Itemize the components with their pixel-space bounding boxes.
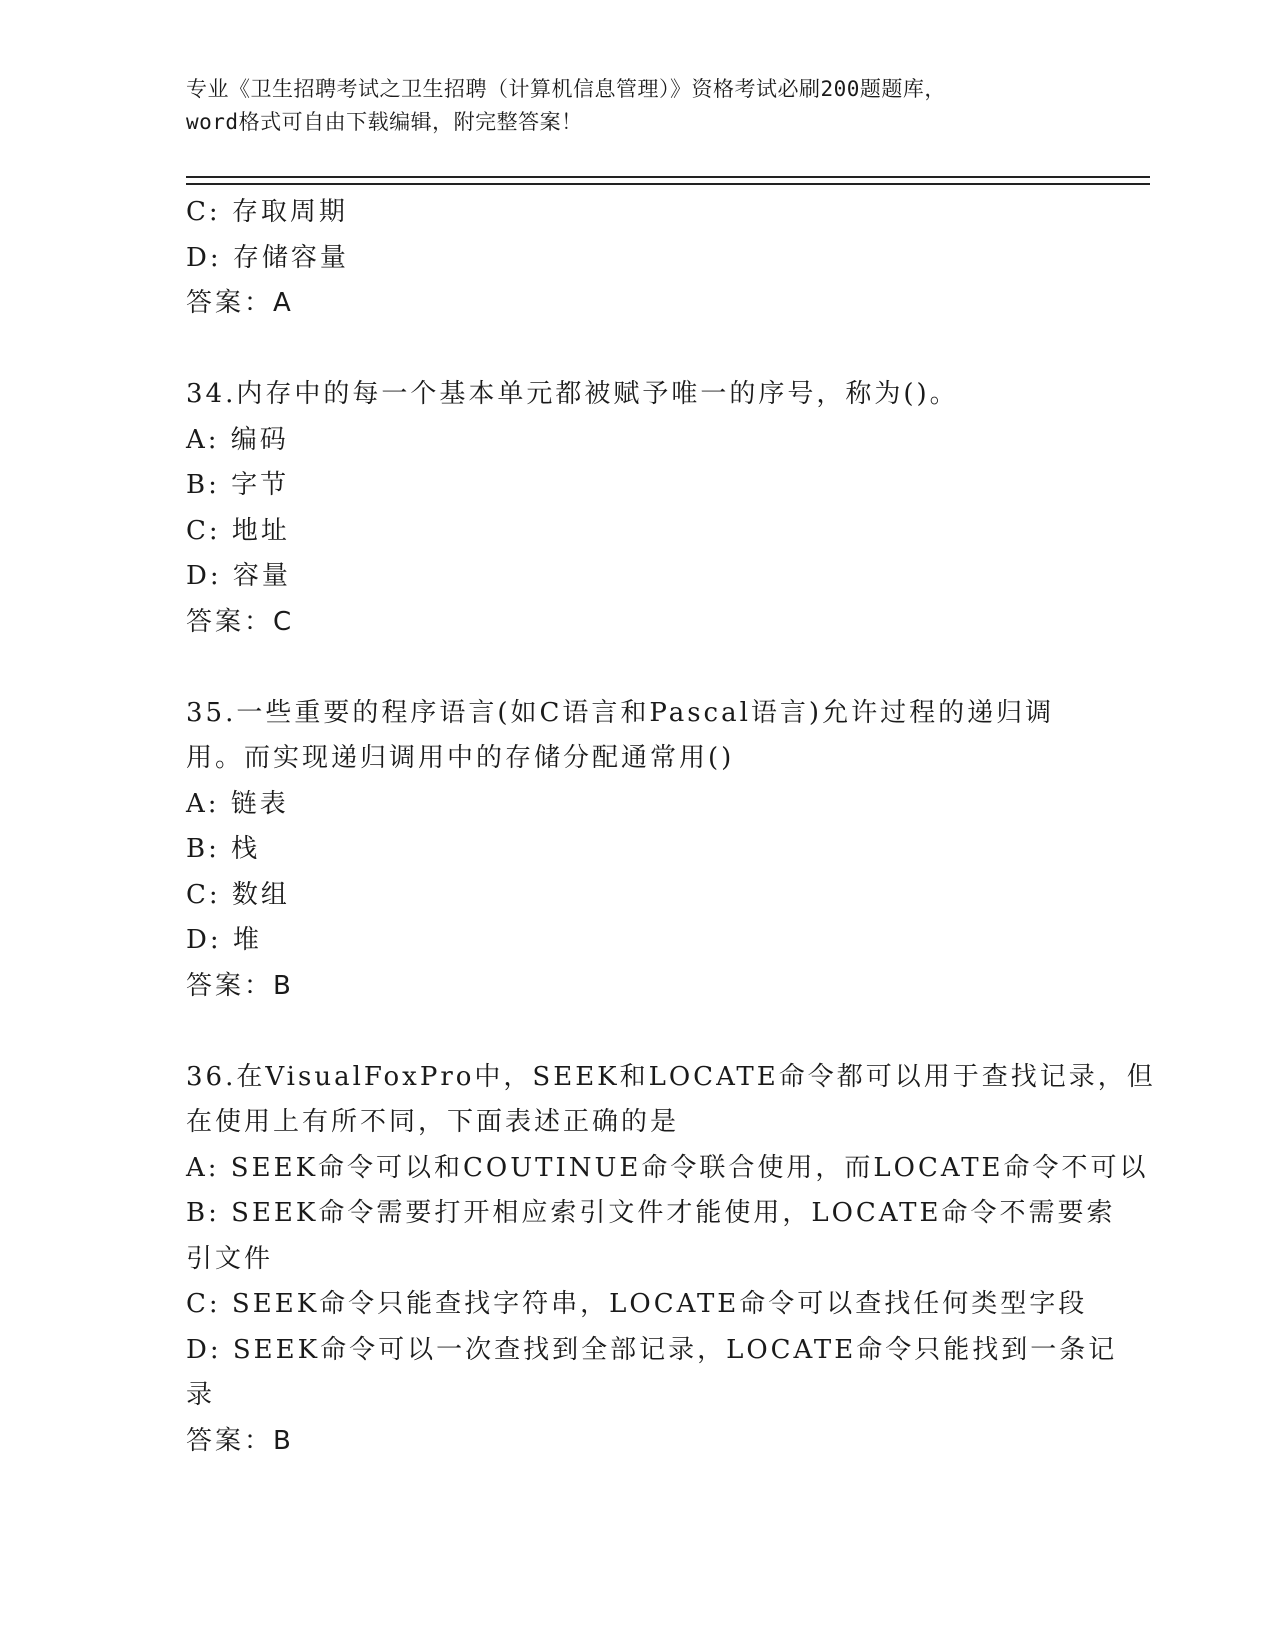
q34-option-a: A: 编码 (186, 424, 289, 455)
q35-option-b: B: 栈 (186, 834, 261, 864)
q34-option-c: C: 地址 (186, 515, 290, 546)
q34-option-d: D: 容量 (186, 561, 291, 591)
q36-option-d-line-2: 录 (186, 1380, 216, 1410)
q35-answer: 答案：B (186, 970, 294, 1001)
header-rule-bottom (186, 183, 1150, 185)
q36-answer: 答案：B (186, 1425, 294, 1456)
q36-option-a: A: SEEK命令可以和COUTINUE命令联合使用，而LOCATE命令不可以 (186, 1152, 1149, 1183)
q33-option-d: D: 存储容量 (186, 242, 349, 273)
q33-option-c: C: 存取周期 (186, 197, 348, 227)
q35-stem-line-2: 用。而实现递归调用中的存储分配通常用() (186, 743, 735, 773)
q36-option-d-line-1: D: SEEK命令可以一次查找到全部记录，LOCATE命令只能找到一条记 (186, 1334, 1118, 1365)
document-header (186, 73, 1106, 139)
q35-option-a: A: 链表 (186, 788, 289, 819)
question-content (186, 190, 1156, 1464)
header-rule-top (186, 176, 1150, 178)
q36-option-b-line-2: 引文件 (186, 1243, 274, 1274)
q35-option-d: D: 堆 (186, 925, 262, 955)
q33-answer: 答案：A (186, 288, 294, 318)
header-line-2: word格式可自由下载编辑，附完整答案！ (186, 110, 583, 134)
q35-option-c: C: 数组 (186, 879, 290, 910)
q36-option-b-line-1: B: SEEK命令需要打开相应索引文件才能使用，LOCATE命令不需要索 (186, 1198, 1116, 1228)
q36-stem-line-1: 36.在VisualFoxPro中，SEEK和LOCATE命令都可以用于查找记录，但 (186, 1061, 1156, 1092)
q36-stem-line-2: 在使用上有所不同，下面表述正确的是 (186, 1107, 680, 1137)
q34-stem: 34.内存中的每一个基本单元都被赋予唯一的序号，称为()。 (186, 379, 959, 409)
q34-option-b: B: 字节 (186, 470, 290, 500)
q34-answer: 答案：C (186, 606, 295, 637)
spacer (186, 327, 1106, 373)
q35-stem-line-1: 35.一些重要的程序语言(如C语言和Pascal语言)允许过程的递归调 (186, 697, 1055, 728)
spacer (186, 1009, 1106, 1055)
spacer (186, 645, 1106, 691)
q36-option-c: C: SEEK命令只能查找字符串，LOCATE命令可以查找任何类型字段 (186, 1289, 1088, 1319)
header-line-1: 专业《卫生招聘考试之卫生招聘（计算机信息管理）》资格考试必刷200题题库， (186, 77, 946, 101)
